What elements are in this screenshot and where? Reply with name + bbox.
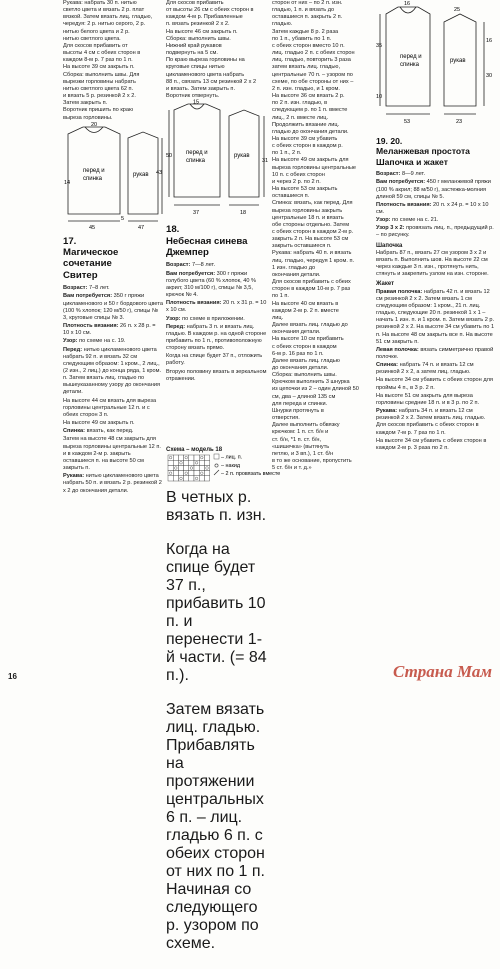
instruction-paragraph — [63, 428, 163, 435]
text-line: петлю, и 3 вп.), 1 ст. б/н — [272, 450, 334, 457]
instruction-paragraph — [63, 347, 163, 397]
hat-title: Шапочка — [376, 242, 403, 249]
instruction-text: 20 п. х 24 р. = 10 х 10 см. — [376, 201, 489, 215]
site-watermark: Страна Мам — [392, 662, 492, 681]
text-line: Для скосов прибавить с обеих — [272, 279, 351, 286]
instruction-paragraph — [166, 316, 269, 323]
instruction-text: набрать 3 п. и вязать лиц. гладью. В каждом р. на одной стороне прибавить по 1 п., противоположную сторону вязать прямо. — [166, 323, 267, 352]
col1-instructions — [63, 285, 163, 494]
column-1 — [63, 0, 163, 496]
text-line: гладью, 1 п. и вязать до — [272, 7, 335, 14]
text-line: закрыть оставшиеся п. — [272, 243, 332, 250]
text-line: Для скосов прибавить — [166, 0, 224, 6]
svg-text:43: 43 — [156, 169, 163, 176]
text-line: сторон от них – по 2 п. изн. — [272, 0, 343, 6]
scheme-cell — [178, 465, 183, 470]
heading-17-number: 17. — [63, 235, 77, 247]
instruction-label: Узор 3 х 2: — [376, 225, 405, 232]
instruction-label: Вам потребуется: — [166, 270, 216, 277]
text-line: 1 изн. гладью до — [272, 264, 316, 271]
text-line: нитью светлого цвета 62 п. — [63, 85, 134, 92]
col1-intro-text — [63, 0, 163, 122]
instruction-text: провязать лиц. п., предыдущий р. – по рисунку. — [376, 225, 494, 239]
scheme-cell — [199, 455, 204, 460]
scheme-cell — [178, 471, 183, 476]
instruction-text: по схеме на с. 21. — [390, 217, 439, 224]
svg-text:15: 15 — [193, 99, 200, 106]
heading-17-line1: Магическое — [63, 247, 119, 259]
text-line: На высоте 46 см закрыть п. — [166, 28, 238, 35]
scheme-cell — [184, 455, 189, 460]
text-line: схеме, по обе стороны от них – — [272, 78, 354, 85]
heading-18-number: 18. — [166, 224, 180, 236]
instruction-label: Спинка: — [376, 362, 399, 369]
heading-17-line2: сочетание — [63, 258, 112, 270]
instruction-label: Плотность вязания: — [376, 201, 432, 208]
text-line: и через 2 р. по 2 п. — [272, 178, 321, 185]
diagram-label-front: перед и — [83, 167, 105, 174]
text-line: затем вязать лиц. гладью, — [272, 64, 341, 71]
diagram-label-back: спинка — [83, 175, 103, 182]
heading-19-20-line1: Меланжевая простота — [376, 146, 470, 157]
text-line: по 1 п., убавить по 1 п. — [272, 35, 332, 42]
instruction-text: На высоте 51 см закрыть для выреза горловины средние 18 п. и в 3 р. по 2 п. — [376, 392, 480, 406]
col2-bottom-text — [166, 541, 269, 953]
text-line: крючком: 1 п. ст. б/н и — [272, 429, 329, 436]
text-line: и вязать 5 р. резинкой 2 х 2. — [63, 93, 136, 100]
scheme-cell — [204, 455, 209, 460]
svg-text:45: 45 — [89, 224, 96, 231]
text-line: 88 п., связать 13 см резинкой 2 х 2 — [166, 78, 257, 85]
scheme-cell — [194, 471, 199, 476]
diagram-label-sleeve: рукав — [133, 171, 149, 178]
instruction-text: На высоте 44 см вязать для выреза горловины центральные 12 п. и с обеих сторон 3 п. — [63, 397, 157, 418]
instruction-paragraph — [63, 338, 163, 345]
text-line: выреза горловины закрыть — [272, 207, 343, 214]
instruction-paragraph — [166, 300, 269, 314]
text-line: Рукава: набрать 40 п. и вязать — [272, 250, 352, 257]
instruction-text: вязать, как перед. — [85, 428, 134, 435]
diagram-label-front: перед и — [186, 150, 208, 157]
text-line: 5 ст. б/н и т. д.» — [272, 465, 312, 472]
text-line: гладью до окончания детали. — [272, 128, 349, 135]
column-4 — [376, 0, 496, 453]
text-line: из цепочки из 2 – один длиной 50 — [272, 386, 359, 393]
text-line: по 1 п. — [272, 293, 289, 300]
text-line: Затем закрыть п. — [63, 100, 108, 107]
instruction-text: Когда на спице будет 37 п., отложить работу. — [166, 353, 263, 367]
scheme-cell — [199, 476, 204, 481]
instruction-paragraph — [63, 420, 163, 427]
instruction-paragraph — [63, 323, 163, 337]
text-line: в то же основание, пропустить — [272, 458, 352, 464]
scheme-cell — [189, 465, 194, 470]
text-line: каждом 2-м р. 2 п. вместе — [272, 307, 339, 314]
text-line: окончания детали. — [272, 329, 321, 336]
text-line: для переда и спинки. — [272, 400, 328, 407]
instruction-paragraph — [166, 262, 269, 269]
scheme-cell — [194, 460, 199, 465]
instruction-text: 7–8 лет. — [87, 285, 110, 292]
instruction-paragraph — [63, 398, 163, 419]
text-line: Воротник отвернуть. — [166, 93, 220, 100]
svg-text:50: 50 — [166, 153, 173, 160]
text-line: от высоты 26 см с обеих сторон в — [166, 7, 254, 14]
instruction-paragraph — [376, 377, 496, 391]
instruction-paragraph — [376, 179, 496, 200]
instruction-paragraph — [166, 369, 269, 383]
instruction-paragraph — [376, 362, 496, 376]
instruction-paragraph — [376, 171, 496, 178]
text-line: Далее вязать лиц. гладью — [272, 357, 340, 364]
text-line: На высоте 49 см закрыть для — [272, 157, 349, 164]
text-line: гладью. — [272, 21, 293, 28]
text-line: светло цвета и вязать 2 р. плат — [63, 7, 145, 14]
heading-18-line2: Джемпер — [166, 247, 209, 258]
text-line: и вязать. Затем закрыть п. — [166, 85, 235, 92]
jacket-title: Жакет — [376, 281, 395, 288]
instruction-text: 450 г меланжевой пряжи (100 % акрил; 88 м/50 г), застежка-молния длиной 59 см, спицы № 5. — [376, 179, 491, 200]
scheme-cell — [173, 465, 178, 470]
instruction-label: Вам потребуется: — [63, 293, 113, 300]
scheme-caption: В четных р. вязать п. изн. — [166, 489, 267, 524]
text-line: Когда на спице будет 37 п., прибавить 10 п. и перенести 1-й части. (= 84 п.). — [166, 541, 267, 684]
instruction-text: 350 г пряжи цикламенового и 50 г бордового цвета (100 % хлопок; 120 м/50 г), спицы № 3, круговые спицы № 3. — [63, 293, 163, 321]
instruction-paragraph — [376, 393, 496, 407]
text-line: лиц. гладью, чередуя 1 кром. п. — [272, 257, 355, 264]
text-line: следующем р. по 1 п. вместе — [272, 107, 348, 114]
heading-19-20-line2: Шапочка и жакет — [376, 156, 448, 167]
scheme-cell — [189, 476, 194, 481]
col2-instructions — [166, 262, 269, 383]
instruction-text: нитью цикламенового цвета набрать 92 п. и вязать 32 см следующим образом: 1 кром., 2 лиц., (2 изн., 2 лиц.) до конца ряда, 1 кром. п. Затем вязать лиц. гладью по вышеуказанному узору до окончания детали. — [63, 346, 161, 396]
svg-text:16: 16 — [486, 38, 493, 44]
instruction-text: по схеме в приложении. — [180, 315, 245, 322]
scheme-cell — [168, 471, 173, 476]
instruction-label: Рукава: — [63, 473, 85, 480]
svg-text:23: 23 — [456, 119, 463, 125]
scheme-cell — [173, 471, 178, 476]
scheme-cell — [178, 460, 183, 465]
text-line: По краю выреза горловины на — [166, 57, 245, 64]
svg-text:18: 18 — [240, 210, 247, 217]
scheme-cell — [189, 460, 194, 465]
text-line: 10 п. с обеих сторон — [272, 171, 325, 178]
instruction-text: набрать 74 п. и вязать 12 см резинкой 2 х 2, а затем лиц. гладью. — [376, 362, 474, 376]
text-line: до окончания детали. — [272, 364, 329, 371]
text-line: Спинка: вязать, как перед. Для — [272, 200, 353, 207]
text-line: выреза горловины. — [63, 114, 113, 121]
scheme-cell — [168, 465, 173, 470]
text-line: оставшиеся п. — [272, 193, 310, 200]
text-line: Продолжить вязание лиц. — [272, 121, 340, 128]
scheme-cell — [168, 476, 173, 481]
text-line: круговые спицы нитью — [166, 64, 225, 71]
instruction-text: нитью цикламенового цвета набрать 50 п. и вязать 2 р. резинкой 2 х 2 до окончания детали. — [63, 473, 162, 494]
svg-text:31: 31 — [262, 158, 269, 165]
text-line: Сборка: выполнить швы. — [272, 372, 337, 379]
instruction-label: Плотность вязания: — [63, 323, 119, 330]
text-line: см, два – длиной 135 см — [272, 393, 336, 400]
text-line: Для скосов прибавить от — [63, 42, 128, 49]
text-line: На высоте 40 см вязать в — [272, 300, 339, 307]
instruction-paragraph — [63, 436, 163, 472]
pattern-diagram-18 — [166, 99, 269, 222]
text-line: по 1 п., 2 п. — [272, 150, 302, 157]
instruction-text: 8—9 лет. — [400, 171, 426, 178]
text-line: каждом 8-м р. 7 раз по 1 п. — [63, 57, 133, 64]
text-line: Воротник пришить по краю — [63, 107, 134, 114]
text-line: На высоте 39 см закрыть п. — [63, 64, 135, 71]
diagram-label-back: спинка — [400, 62, 420, 68]
scheme-cell — [199, 465, 204, 470]
scheme-cell — [173, 455, 178, 460]
diagram-label-sleeve: рукав — [450, 58, 466, 64]
instruction-text: по схеме на с. 19. — [77, 338, 126, 345]
instruction-paragraph — [166, 353, 269, 367]
text-line: Далее выполнить обвязку — [272, 422, 340, 429]
scheme-cell — [178, 455, 183, 460]
text-line: с обеих сторон в каждом 2-м р. — [272, 229, 354, 235]
svg-text:20: 20 — [91, 121, 98, 128]
text-line: лиц. гладью, повторить 3 раза — [272, 57, 351, 64]
text-line: с обеих сторон вместо 10 п. — [272, 42, 345, 49]
scheme-cell — [204, 476, 209, 481]
text-line: На высоте 39 см убавить — [272, 135, 338, 142]
instruction-text: 26 п. х 28 р. = 10 х 10 см. — [63, 323, 156, 337]
instruction-paragraph — [376, 438, 496, 452]
text-line: с обеих сторон в каждом — [272, 343, 337, 350]
scheme-cell — [184, 465, 189, 470]
text-line: нитью белого цвета и 2 р. — [63, 28, 130, 35]
instruction-paragraph — [376, 408, 496, 437]
instruction-text: На высоте 34 см убавить с обеих сторон в каждом 2-м р. 3 раза по 2 п. — [376, 437, 487, 451]
diagram-label-front: перед и — [400, 54, 422, 60]
text-line: 2 п. изн. гладью, и 1 кром. — [272, 85, 340, 92]
text-line: вырезки горловины набрать — [63, 78, 136, 85]
column-2 — [166, 0, 269, 384]
scheme-cell — [189, 455, 194, 460]
text-line: окончания детали. — [272, 271, 321, 278]
text-line: закрыть 2 п. На высоте 53 см — [272, 236, 349, 243]
instruction-label: Перед: — [63, 346, 83, 353]
text-line: подвернуть на 5 см. — [166, 50, 218, 57]
instruction-paragraph — [376, 347, 496, 361]
instruction-text: 7—8 лет. — [190, 262, 216, 269]
text-line: На высоте 10 см прибавить — [272, 336, 344, 343]
text-line: цикламенового цвета набрать — [166, 71, 245, 78]
scheme-cell — [194, 455, 199, 460]
svg-text:16: 16 — [404, 1, 411, 7]
page-gutter — [0, 0, 58, 688]
text-line: На высоте 36 см вязать 2 р. — [272, 93, 345, 100]
instruction-label: Возраст: — [63, 285, 88, 292]
jacket-instructions — [376, 289, 496, 452]
col2-intro-text — [166, 0, 269, 100]
stitch-scheme-18 — [166, 447, 281, 969]
scheme-cell — [168, 460, 173, 465]
text-line: каждом 4-м р. Прибавленные — [166, 14, 243, 21]
instruction-label: Рукава: — [376, 408, 398, 415]
instruction-label: Узор: — [376, 217, 391, 224]
col4-instructions — [376, 171, 496, 239]
instruction-label: Спинка: — [63, 428, 86, 435]
instruction-paragraph — [63, 473, 163, 494]
col3-instructions — [272, 0, 372, 472]
svg-text:25: 25 — [454, 7, 461, 13]
instruction-label: Возраст: — [166, 262, 191, 269]
hat-text: Набрать 87 п., вязать 27 см узором 3 х 2 и вязать п. Выполнить шов. На высоте 22 см через каждые 3 п. изн., протянуть нить, стянуть и закрепить узлом на изн. стороне. — [376, 249, 489, 278]
instruction-text: Затем на высоте 48 см закрыть для выреза горловины центральные 12 п. и в каждом 2-м р. закрыть оставшиеся п. на высоте 50 см закрыть п. — [63, 436, 161, 472]
instruction-label: Узор: — [166, 315, 181, 322]
instruction-text: 300 г пряжи голубого цвета (60 % хлопок, 40 % акрил; 310 м/100 г), спицы № 3,5, крючок № 4. — [166, 270, 256, 299]
text-line: ст. б/н, *1 п. ст. б/н, — [272, 436, 322, 443]
scheme-cell — [194, 476, 199, 481]
scheme-title: Схема – модель 18 — [166, 447, 223, 453]
svg-text:14: 14 — [64, 179, 71, 186]
text-line: лиц., 2 п. вместе лиц. — [272, 114, 329, 121]
text-line: лиц. — [272, 314, 284, 321]
instruction-text: Вторую половину вязать в зеркальном отражении. — [166, 368, 267, 382]
instruction-text: 20 п. х 31 р. = 10 х 10 см. — [166, 300, 267, 314]
svg-text:5: 5 — [121, 215, 125, 222]
scheme-cell — [184, 460, 189, 465]
instruction-paragraph — [376, 225, 496, 239]
legend-yarn-over: – накид — [221, 463, 240, 469]
instruction-label: Плотность вязания: — [166, 300, 222, 307]
text-line: Сборка: выполнить швы. Для — [63, 71, 140, 78]
instruction-text: набрать 34 п. и вязать 12 см резинкой 2 х 2. Затем вязать лиц. гладью. Для скосов прибавить с обеих сторон в каждом 7-м р. 7 раз по 1 п. — [376, 408, 486, 436]
text-line: 6-м р. 16 раз по 1 п. — [272, 350, 324, 357]
svg-text:47: 47 — [138, 224, 145, 231]
text-line: нитью светлого цвета. — [63, 35, 121, 42]
heading-17-line3: Свитер — [63, 269, 98, 281]
text-line: Рукава: набрать 30 п. нитью — [63, 0, 137, 6]
svg-text:35: 35 — [376, 43, 383, 49]
text-line: На высоте 53 см закрыть — [272, 186, 338, 193]
instruction-text: На высоте 34 см убавить с обеих сторон для проймы 4 п., в 3 р. 2 п. — [376, 377, 493, 391]
instruction-label: Вам потребуется: — [376, 179, 426, 186]
instruction-paragraph — [63, 293, 163, 322]
instruction-label: Возраст: — [376, 171, 401, 178]
scheme-cell — [199, 471, 204, 476]
text-line: с обеих сторон в каждом р. — [272, 143, 343, 150]
diagram-label-sleeve: рукав — [234, 153, 250, 160]
text-line: Далее вязать лиц. гладью до — [272, 322, 348, 329]
scheme-cell — [199, 460, 204, 465]
text-line: п. вязать резинкой 2 х 2. — [166, 21, 230, 28]
instruction-paragraph — [166, 324, 269, 353]
scheme-cell — [204, 460, 209, 465]
scheme-cell — [204, 465, 209, 470]
scheme-cell — [173, 460, 178, 465]
text-line: чередуя: 2 р. нитью серого, 2 р. — [63, 21, 146, 28]
scheme-cell — [173, 476, 178, 481]
column-3 — [272, 0, 372, 472]
text-line: отверстия. — [272, 415, 300, 422]
text-line: вязкой. Затем вязать лиц. гладью, — [63, 14, 153, 21]
instruction-paragraph — [166, 271, 269, 300]
text-line: сторон в каждом 10-м р. 7 раз — [272, 286, 351, 293]
svg-text:53: 53 — [404, 119, 411, 125]
text-line: оставшиеся п. закрыть 2 п. — [272, 14, 343, 21]
instruction-label: Узор: — [63, 338, 78, 345]
instruction-paragraph — [376, 202, 496, 216]
scheme-grid — [166, 453, 281, 483]
text-line: по 2 п. изн. гладью, в — [272, 100, 328, 107]
text-line: центральные 18 п. и вязать — [272, 214, 344, 221]
scheme-cell — [178, 476, 183, 481]
text-line: высоты 4 см с обеих сторон в — [63, 50, 141, 57]
pattern-diagram-17 — [63, 121, 163, 234]
scheme-cell — [184, 476, 189, 481]
text-line: лиц. гладью 2 п. с обеих сторон — [272, 50, 355, 57]
scheme-cell — [189, 471, 194, 476]
scheme-cell — [184, 471, 189, 476]
instruction-label: Перед: — [166, 323, 186, 330]
instruction-text: набрать 42 п. и вязать 12 см резинкой 2 х 2. Затем вязать 1 см следующим образом: 1 кром., 21 п. лиц. гладью, следующие 20 п. резинкой 1 х 1 – начать 1 изн. п. и 1 кром. п. Затем вязать 2 р. резинкой 2 х 2. На высоте 34 см убавить по 1 п. На высоте 48 см закрыть все п. На высоте 51 см закрыть п. — [376, 288, 495, 345]
text-line: обе стороны отдельно. Затем — [272, 221, 350, 228]
text-line: Нижний край рукавов — [166, 42, 222, 49]
text-line: выреза горловины центральные — [272, 164, 356, 171]
instruction-paragraph — [63, 285, 163, 292]
svg-text:30: 30 — [486, 73, 493, 79]
instruction-paragraph — [376, 217, 496, 224]
text-line: Затем вязать лиц. гладью. Прибавлять на протяжении центральных 6 п. – лиц. гладью 6 п. с обеих сторон от них по 1 п. Начиная со следующего р. узором по схеме. — [166, 701, 265, 952]
text-line: Крючком выполнить 3 шнурка — [272, 379, 350, 386]
svg-text:10: 10 — [376, 94, 383, 100]
scheme-cell — [194, 465, 199, 470]
legend-knit: – лиц. п. — [221, 454, 243, 461]
legend-k2tog: – 2 п. провязать вместе — [221, 471, 281, 477]
instruction-label: Правая полочка: — [376, 288, 423, 295]
scheme-cell — [204, 471, 209, 476]
page-number: 16 — [8, 672, 17, 681]
text-line: «шишечка» (вытянуть — [272, 443, 330, 450]
heading-18-line1: Небесная синева — [166, 235, 248, 247]
text-line: центральные 70 п. – узором по — [272, 71, 353, 78]
heading-19-20-number: 19. 20. — [376, 136, 403, 146]
text-line: Шнурки протянуть в — [272, 407, 324, 414]
text-line: Затем каждые 8 р. 2 раза — [272, 28, 339, 35]
scheme-cell — [168, 455, 173, 460]
instruction-paragraph — [376, 289, 496, 346]
instruction-text: вязать симметрично правой полочке. — [376, 346, 494, 360]
text-line: Сборка: выполнить швы. — [166, 35, 231, 42]
instruction-label: Левая полочка: — [376, 346, 419, 353]
svg-text:37: 37 — [193, 210, 200, 217]
instruction-text: На высоте 49 см закрыть п. — [63, 420, 135, 427]
diagram-label-back: спинка — [186, 158, 206, 165]
pattern-diagram-19-20 — [376, 2, 496, 134]
